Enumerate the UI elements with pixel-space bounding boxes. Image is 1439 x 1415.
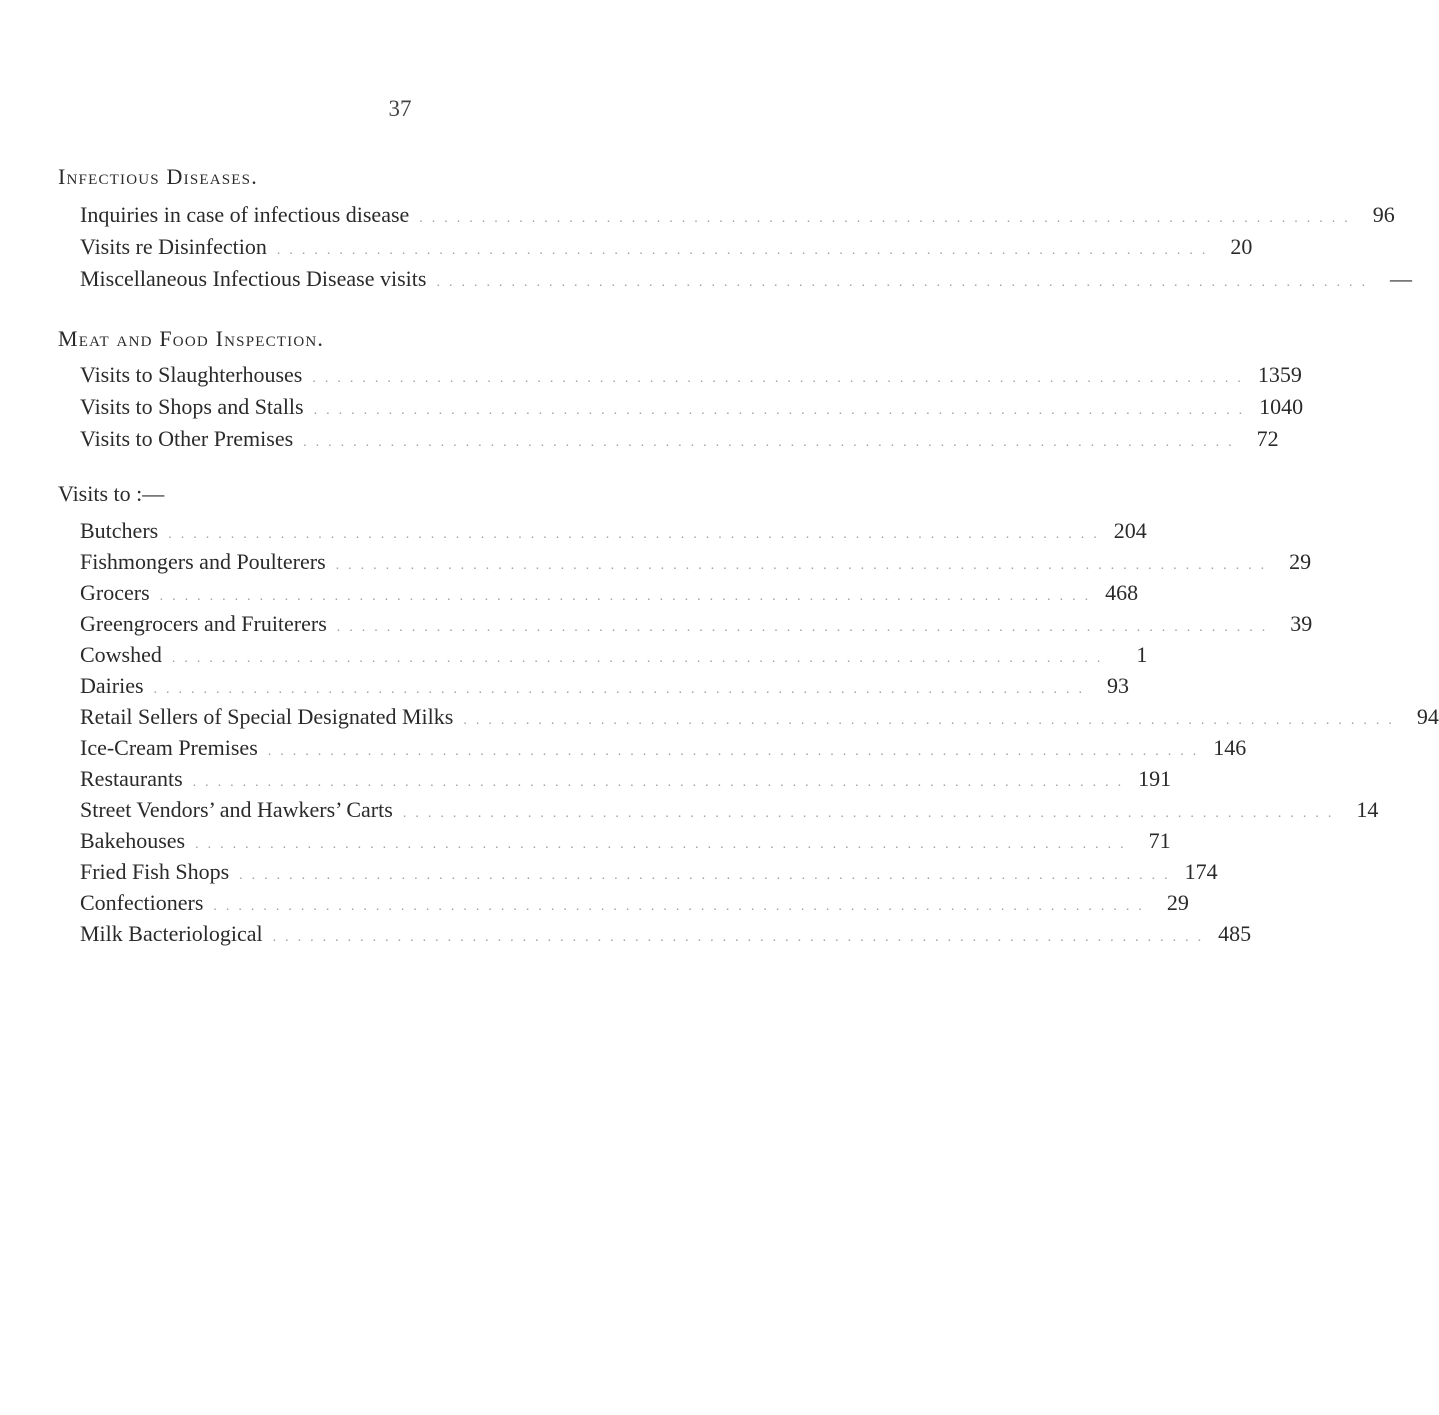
table-row: [80, 578, 1139, 608]
row-label: Confectioners: [80, 890, 204, 915]
row-value: 39: [1290, 611, 1313, 636]
table-row: [80, 424, 1279, 454]
page-number: 37: [388, 96, 412, 121]
row-label: Grocers: [80, 580, 150, 605]
row-value: 191: [1138, 766, 1172, 791]
row-label: Visits to Other Premises: [80, 426, 294, 451]
table-row: [80, 795, 1379, 825]
dot-leader: ...........................................................................: [213, 899, 1151, 914]
dot-leader: ...........................................................................: [171, 651, 1110, 666]
dot-leader: ...........................................................................: [159, 589, 1098, 604]
dot-leader: ...........................................................................: [312, 371, 1250, 386]
row-value: 72: [1256, 426, 1279, 451]
dot-leader: ...........................................................................: [168, 527, 1106, 542]
row-label: Street Vendors’ and Hawkers’ Carts: [80, 797, 393, 822]
table-row: [80, 264, 1412, 294]
row-value: 71: [1148, 828, 1171, 853]
dot-leader: ...........................................................................: [463, 713, 1401, 728]
table-row: [80, 609, 1313, 639]
row-value: 20: [1230, 234, 1253, 259]
table-row: [80, 733, 1247, 763]
table-row: [80, 516, 1147, 546]
table-row: [80, 671, 1130, 701]
row-value: 1359: [1257, 362, 1302, 387]
table-row: [80, 919, 1252, 949]
row-value: 29: [1289, 549, 1312, 574]
dot-leader: ...........................................................................: [336, 620, 1275, 635]
dot-leader: ...........................................................................: [153, 682, 1092, 697]
row-label: Visits to Slaughterhouses: [80, 362, 303, 387]
row-label: Ice-Cream Premises: [80, 735, 258, 760]
row-value: 174: [1184, 859, 1218, 884]
dot-leader: ...........................................................................: [419, 211, 1357, 226]
dot-leader: ...........................................................................: [192, 775, 1131, 790]
row-label: Fishmongers and Poulterers: [80, 549, 326, 574]
dot-leader: ...........................................................................: [436, 275, 1374, 290]
table-row: [80, 232, 1253, 262]
dot-leader: ...........................................................................: [303, 435, 1241, 450]
row-value: 1: [1136, 642, 1148, 667]
table-row: [80, 547, 1312, 577]
dot-leader: ...........................................................................: [267, 744, 1206, 759]
row-label: Retail Sellers of Special Designated Milks: [80, 704, 454, 729]
row-value: 1040: [1259, 394, 1304, 419]
table-row: [80, 764, 1172, 794]
table-row: [80, 857, 1218, 887]
row-value: 29: [1166, 890, 1189, 915]
row-value: 94: [1416, 704, 1439, 729]
section-heading-infectious-diseases: Infectious Diseases.: [58, 164, 258, 189]
table-row: [80, 826, 1171, 856]
row-label: Greengrocers and Fruiterers: [80, 611, 327, 636]
row-label: Fried Fish Shops: [80, 859, 230, 884]
table-row: [80, 888, 1189, 918]
row-label: Cowshed: [80, 642, 162, 667]
row-value: 485: [1218, 921, 1252, 946]
row-value: 146: [1213, 735, 1247, 760]
table-row: [80, 200, 1395, 230]
table-row: [80, 392, 1304, 422]
dot-leader: ...........................................................................: [195, 837, 1133, 852]
table-row: [80, 640, 1148, 670]
row-label: Milk Bacteriological: [80, 921, 263, 946]
section-heading-visits-to: Visits to :—: [58, 481, 165, 506]
row-value: 96: [1372, 202, 1395, 227]
dot-leader: ...........................................................................: [313, 403, 1252, 418]
row-value: 93: [1107, 673, 1130, 698]
row-value: 14: [1356, 797, 1379, 822]
row-label: Miscellaneous Infectious Disease visits: [80, 266, 427, 291]
row-label: Inquiries in case of infectious disease: [80, 202, 410, 227]
row-value: 468: [1105, 580, 1139, 605]
dot-leader: ...........................................................................: [402, 806, 1341, 821]
dot-leader: ...........................................................................: [272, 930, 1211, 945]
row-label: Restaurants: [80, 766, 183, 791]
dot-leader: ...........................................................................: [239, 868, 1177, 883]
section-heading-meat-food-inspection: Meat and Food Inspection.: [58, 326, 325, 351]
table-row: [80, 702, 1439, 732]
dot-leader: ...........................................................................: [335, 558, 1274, 573]
row-label: Visits to Shops and Stalls: [80, 394, 304, 419]
row-label: Dairies: [80, 673, 144, 698]
table-row: [80, 360, 1302, 390]
row-label: Bakehouses: [80, 828, 186, 853]
row-value: —: [1389, 266, 1412, 291]
dot-leader: ...........................................................................: [276, 243, 1215, 258]
row-label: Visits re Disinfection: [80, 234, 267, 259]
row-label: Butchers: [80, 518, 159, 543]
row-value: 204: [1113, 518, 1147, 543]
